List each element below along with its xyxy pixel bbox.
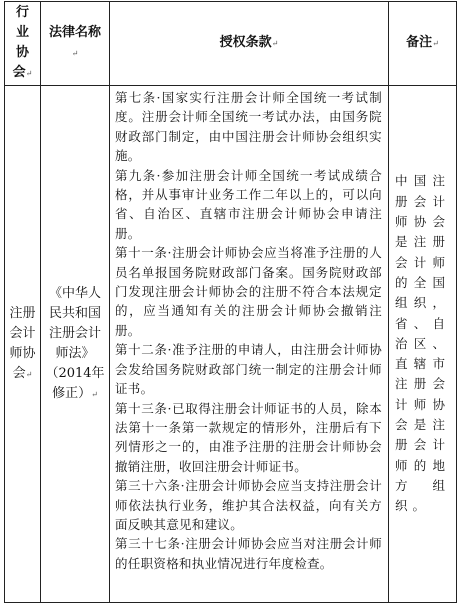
- header-notes: 备注↵: [389, 2, 457, 86]
- industry-name: 注册会计师协会: [9, 305, 36, 381]
- header-law-name-text: 法律名称: [48, 25, 101, 40]
- header-clauses-text: 授权条款: [219, 35, 272, 50]
- clause-37: 第三十七条·注册会计师协会应当对注册会计师的任职资格和执业情况进行年度检查。: [115, 536, 382, 571]
- header-industry: 行业协会↵: [5, 2, 41, 86]
- cell-law: 《中华人民共和国注册会计师法》（2014年修正）↵: [41, 86, 110, 603]
- header-law-name: 法律名称↵: [41, 2, 110, 86]
- clause-7: 第七条·国家实行注册会计师全国统一考试制度。注册会计师全国统一考试办法，由国务院财政部门制定，由中国注册会计师协会组织实施。: [115, 90, 382, 164]
- clause-12: 第十二条·准予注册的申请人，由注册会计师协会发给国务院财政部门统一制定的注册会计师证书。: [115, 342, 382, 397]
- header-notes-text: 备注: [406, 35, 433, 50]
- header-row: [5, 2, 457, 86]
- clause-13: 第十三条·已取得注册会计师证书的人员，除本法第十一条第一款规定的情形外，注册后有下列情形之一的，由准予注册的注册会计师协会撤销注册，收回注册会计师证书。: [115, 400, 382, 474]
- note-text: 中国注册会计师协会是注册会计师的全国组织，省、自治区、直辖市注册会计师协会是注册会计师的地方组织。: [395, 173, 450, 514]
- cell-clauses: [110, 86, 389, 603]
- clause-9: 第九条·参加注册会计师全国统一考试成绩合格，并从事审计业务工作二年以上的，可以向省、自治区、直辖市注册会计师协会申请注册。: [115, 167, 382, 241]
- header-clauses: 授权条款↵: [110, 2, 389, 86]
- cell-industry: 注册会计师协会↵: [5, 86, 41, 603]
- law-title: 《中华人民共和国注册会计师法》（2014年修正）: [45, 285, 105, 401]
- authorization-table: [4, 1, 457, 603]
- clause-11: 第十一条·注册会计师协会应当将准予注册的人员名单报国务院财政部门备案。国务院财政部门发现注册会计师协会的注册不符合本法规定的，应当通知有关的注册会计师协会撤销注册。: [115, 245, 382, 338]
- cell-note: [389, 86, 457, 603]
- clause-36: 第三十六条·注册会计师协会应当支持注册会计师依法执行业务，维护其合法权益，向有关方面反映其意见和建议。: [115, 478, 382, 532]
- table-row: [5, 86, 457, 603]
- header-industry-text: 行业协会: [12, 5, 29, 80]
